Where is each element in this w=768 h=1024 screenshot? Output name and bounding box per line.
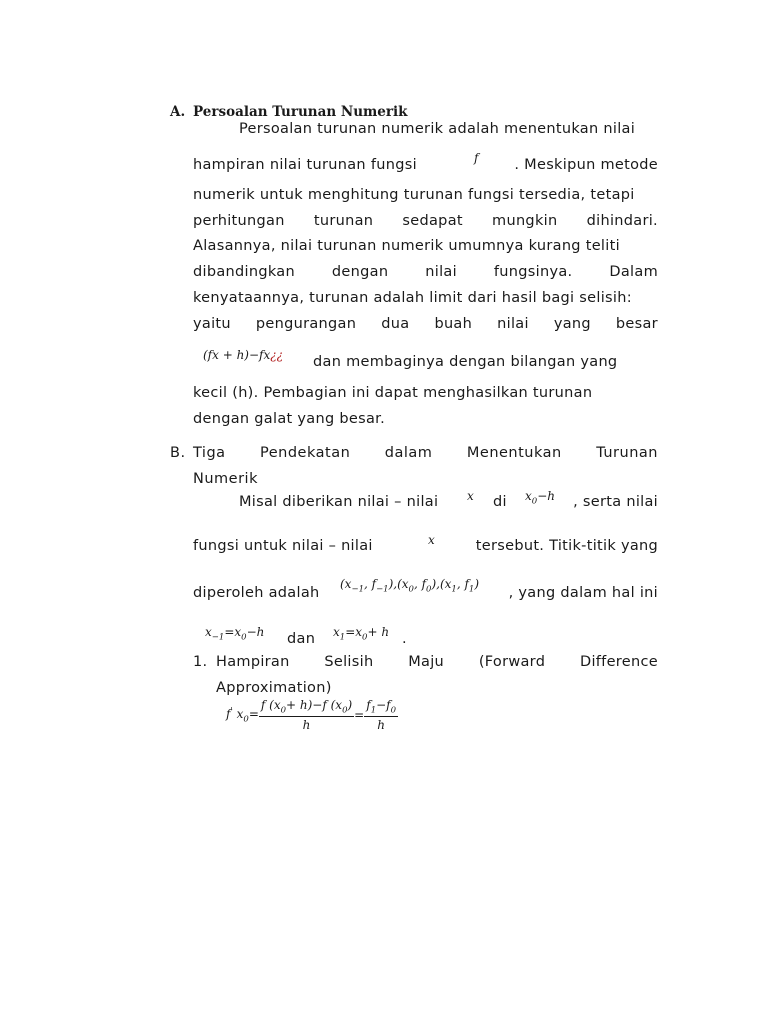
math-x: x (467, 489, 474, 503)
word: turunan (313, 213, 374, 229)
math-difference-expression: (fx + h)−fx¿¿ (203, 348, 284, 362)
section-a-line-10: kecil (h). Pembagian ini dapat menghasilkan turunan (193, 385, 593, 401)
section-b-line-1-end: , serta nilai (573, 494, 658, 510)
section-b-line-4-period: . (402, 631, 407, 647)
math-point-list: ($x_{-1}$, $f_{-1}),(x_0$, $f_0),(x_1$, $f_1$) (340, 577, 480, 595)
section-a-line-5: Alasannya, nilai turunan numerik umumnya kurang teliti (193, 238, 620, 254)
fraction-definition: $\frac{f (x_0+ h)-f (x_0)}{h}$ (260, 698, 353, 733)
word: buah (434, 316, 473, 332)
word: Dalam (609, 264, 658, 280)
word: turunan (306, 157, 366, 173)
section-a-line-2 (193, 157, 417, 173)
word: nilai (425, 264, 457, 280)
word: fungsinya. (493, 264, 573, 280)
word: dua (381, 316, 410, 332)
word: yang (553, 316, 591, 332)
section-a-line-4 (193, 213, 658, 229)
fraction-discrete: $\frac{f_1-f_0}{h}$ (366, 698, 397, 733)
word: Menentukan (466, 445, 562, 461)
section-a-line-7: kenyataannya, turunan adalah limit dari hasil bagi selisih: (193, 290, 632, 306)
word: hampiran (193, 157, 265, 173)
word: besar (615, 316, 658, 332)
section-a-line-11: dengan galat yang besar. (193, 411, 385, 427)
section-b-line-3: diperoleh adalah (193, 585, 320, 601)
math-x-minus-1-def: $x_{-1}=x_0-h$ (205, 625, 265, 643)
word: mungkin (492, 213, 558, 229)
word: nilai (497, 316, 529, 332)
word: Turunan (596, 445, 658, 461)
word: dengan (331, 264, 389, 280)
word: Difference (579, 654, 658, 670)
word: dibandingkan (193, 264, 295, 280)
section-b-marker: B. (170, 445, 186, 461)
word: (Forward (478, 654, 546, 670)
section-b-line-2-end: tersebut. Titik-titik yang (475, 538, 658, 554)
section-b-title (193, 445, 658, 461)
word: Tiga (193, 445, 226, 461)
word: pengurangan (255, 316, 357, 332)
section-a-title: Persoalan Turunan Numerik (193, 104, 408, 120)
section-a-line-9: dan membaginya dengan bilangan yang (313, 354, 618, 370)
word: Selisih (324, 654, 374, 670)
math-x1-def: $x_1=x_0+ h$ (333, 625, 390, 643)
forward-difference-formula: f' $x_0=$ $\frac{f (x_0+ h)-f (x_0)}{h}$ = $\frac{f_1-f_0}{h}$ (226, 698, 397, 733)
section-a-line-6 (193, 264, 658, 280)
word: Maju (408, 654, 445, 670)
item-1-line-2: Approximation) (216, 680, 332, 696)
section-b-title-line-2: Numerik (193, 471, 258, 487)
word: Pendekatan (260, 445, 351, 461)
word: dihindari. (586, 213, 658, 229)
word: nilai (269, 157, 302, 173)
section-a-marker: A. (170, 104, 186, 120)
item-1-marker: 1. (193, 654, 208, 670)
section-a-line-2-end: . Meskipun metode (514, 157, 658, 173)
section-b-line-2: fungsi untuk nilai – nilai (193, 538, 373, 554)
section-a-line-3: numerik untuk menghitung turunan fungsi tersedia, tetapi (193, 187, 635, 203)
section-a-line-1: Persoalan turunan numerik adalah menentukan nilai (239, 121, 636, 137)
word: fungsi (370, 157, 417, 173)
word: yaitu (193, 316, 231, 332)
math-x: x (428, 533, 435, 547)
section-a-line-8 (193, 316, 658, 332)
math-x0-minus-h: $x_0-h$ (525, 489, 555, 507)
word: dalam (384, 445, 433, 461)
section-b-line-1: Misal diberikan nilai – nilai (239, 494, 439, 510)
word: perhitungan (193, 213, 285, 229)
word: sedapat (402, 213, 463, 229)
section-b-line-4-dan: dan (287, 631, 316, 647)
word: Hampiran (216, 654, 290, 670)
item-1-line-1 (216, 654, 658, 670)
section-b-line-1-di: di (493, 494, 507, 510)
section-b-line-3-end: , yang dalam hal ini (508, 585, 658, 601)
math-f: f (474, 151, 479, 165)
